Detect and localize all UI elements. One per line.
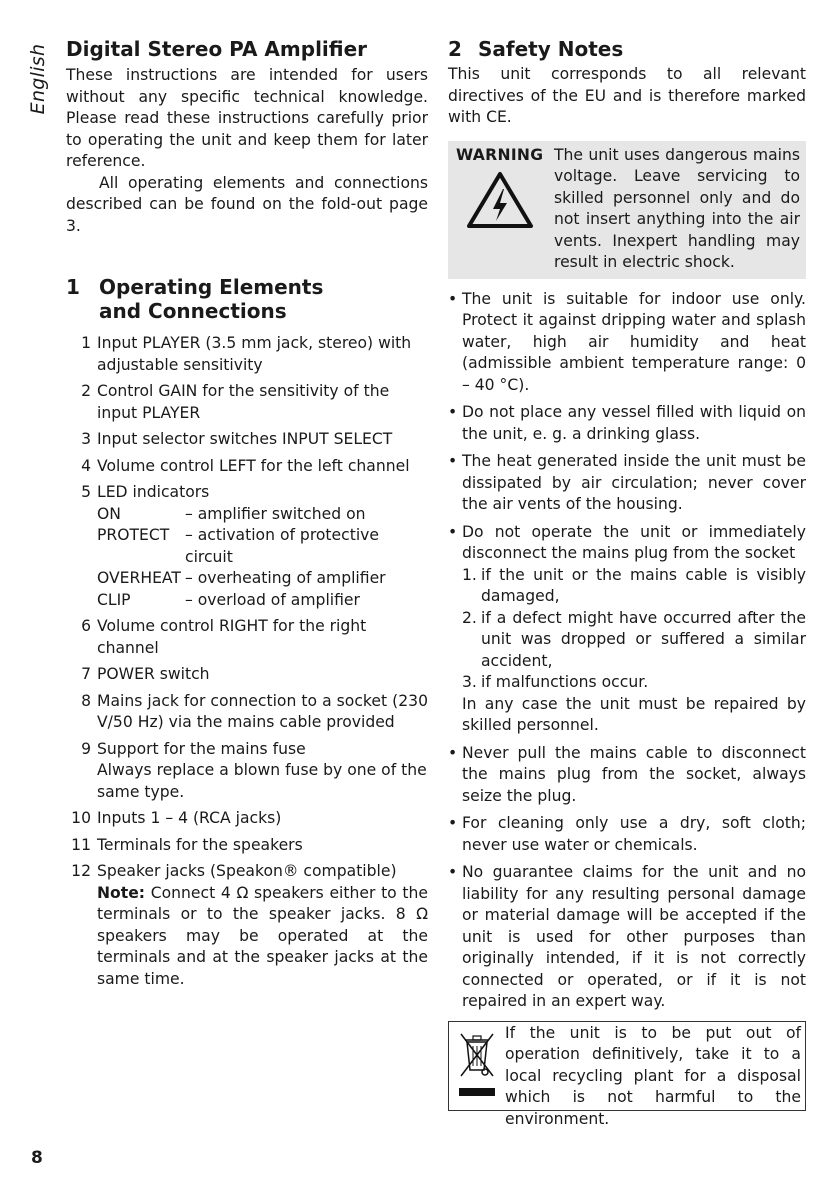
list-item: • The unit is suitable for indoor use only. Protect it against dripping water and splash water, high air humidity and heat (admissible ambient temperature range: 0 – 40 °C). <box>448 289 806 394</box>
list-item: • The heat generated inside the unit must be dissipated by air circulation; never cover the air vents of the housing. <box>448 452 806 513</box>
list-item: 4 Volume control LEFT for the left channel <box>81 456 410 475</box>
led-row: ON – amplifier switched on <box>97 504 366 523</box>
note: Note: Connect 4 Ω speakers either to the terminals or to the speaker jacks. 8 Ω speakers may be operated at the terminals and at the speaker jacks at the same time. <box>97 883 428 988</box>
section-heading-operating-elements: 1 Operating Elements and Connections <box>66 275 324 323</box>
list-item: • Do not place any vessel filled with liquid on the unit, e. g. a drinking glass. <box>448 403 806 443</box>
warning-text: The unit uses dangerous mains voltage. Leave servicing to skilled personnel only and do not insert anything into the air vents. Inexpert handling may result in electric shock. <box>554 145 800 272</box>
list-item: 2 Control GAIN for the sensitivity of the input PLAYER <box>81 382 390 422</box>
list-item: 10 Inputs 1 – 4 (RCA jacks) <box>71 809 282 827</box>
list-item: 2. if a defect might have occurred after the unit was dropped or suffered a similar accident, <box>462 608 806 670</box>
list-item: • Do not operate the unit or immediately disconnect the mains plug from the socket 1. if the unit or the mains cable is visibly damaged, 2. if a defect might have occurred after the unit was dropped or suffered a similar accident, 3. if malfunctions occur. In any case the unit must be repaired by skilled personnel. <box>448 522 806 737</box>
warning-box <box>448 141 806 279</box>
recycling-text: If the unit is to be put out of operation definitively, take it to a local recycling plant for a disposal which is not harmful to the environment. <box>505 1023 801 1128</box>
led-row: PROTECT – activation of protective circuit <box>97 526 379 566</box>
list-item: 1. if the unit or the mains cable is visibly damaged, <box>462 565 806 605</box>
page-number: 8 <box>31 1148 43 1168</box>
operating-elements-list <box>66 333 428 990</box>
left-column <box>66 36 428 995</box>
repair-note: In any case the unit must be repaired by skilled personnel. <box>462 694 806 734</box>
list-item: 9 Support for the mains fuse Always replace a blown fuse by one of the same type. <box>81 739 427 801</box>
list-item: • For cleaning only use a dry, soft cloth; never use water or chemicals. <box>448 814 806 854</box>
recycling-box <box>448 1021 806 1128</box>
safety-list <box>448 289 806 1013</box>
list-item: 8 Mains jack for connection to a socket (230 V/50 Hz) via the mains cable provided <box>81 691 428 731</box>
list-item: • No guarantee claims for the unit and no liability for any resulting personal damage or material damage will be accepted if the unit is used for other purposes than originally intended, if it is not correctly connected or operated, or if it is not repaired in an expert way. <box>448 863 806 1010</box>
intro-paragraph: These instructions are intended for users without any specific technical knowledge. Please read these instructions carefully prior to operating the unit and keep them for later reference. <box>66 66 428 170</box>
safety-intro: This unit corresponds to all relevant directives of the EU and is therefore marked with CE. <box>448 65 806 126</box>
list-item: 1 Input PLAYER (3.5 mm jack, stereo) with adjustable sensitivity <box>81 334 412 374</box>
electric-hazard-icon <box>466 171 534 236</box>
list-item: • Never pull the mains cable to disconnect the mains plug from the socket, always seize the plug. <box>448 743 806 805</box>
list-item: 3. if malfunctions occur. <box>462 673 649 691</box>
language-tab: English <box>27 43 49 115</box>
intro-paragraph-2: All operating elements and connections described can be found on the fold-out page 3. <box>66 173 428 235</box>
list-item: 12 Speaker jacks (Speakon® compatible) Note: Connect 4 Ω speakers either to the terminals or to the speaker jacks. 8 Ω speakers may be operated at the terminals and at the speaker jacks at the same time. <box>66 861 428 990</box>
warning-label: WARNING <box>456 145 544 164</box>
led-row: OVERHEAT – overheating of amplifier <box>97 569 386 587</box>
weee-bin-icon <box>457 1028 497 1111</box>
list-item: 5 LED indicators ON – amplifier switched on PROTECT – activation of protective circuit OVERHEAT – overheating of amplifier CLIP – overload of amplifier <box>66 482 428 611</box>
disconnect-conditions <box>462 565 806 694</box>
led-row: CLIP – overload of amplifier <box>97 590 360 609</box>
list-item: 7 POWER switch <box>81 665 210 683</box>
right-column <box>448 36 806 1128</box>
list-item: 6 Volume control RIGHT for the right channel <box>81 617 367 657</box>
ce-mark: CE. <box>486 108 512 126</box>
page-title: Digital Stereo PA Amplifier <box>66 37 368 61</box>
list-item: 3 Input selector switches INPUT SELECT <box>81 430 393 448</box>
section-heading-safety-notes: 2 Safety Notes <box>448 37 624 61</box>
list-item: 11 Terminals for the speakers <box>71 835 303 854</box>
